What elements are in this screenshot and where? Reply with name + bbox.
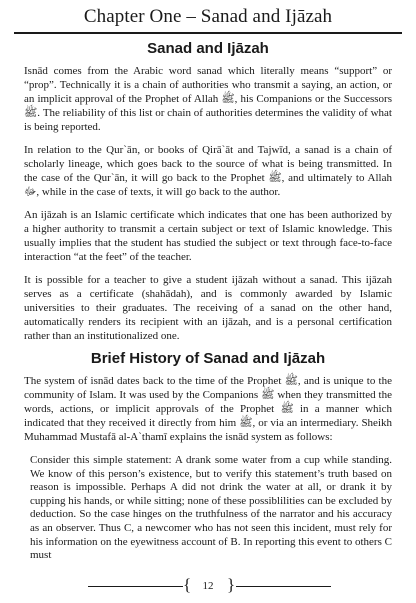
- footer-brace-right: }: [227, 575, 236, 594]
- paragraph-ijazah-definition: An ijāzah is an Islamic certificate which indicates that one has been authorized by a higher authority to transmit a certain subject or text of Islamic knowledge. This usually implies that the student has studied the subject or text through face-to-face interaction “at the feet” of the teacher.: [24, 209, 392, 263]
- chapter-header: Chapter One – Sanad and Ijāzah: [14, 2, 402, 34]
- section-heading-brief-history: Brief History of Sanad and Ijāzah: [90, 350, 326, 367]
- footer-brace-left: {: [183, 575, 192, 594]
- section-heading-sanad-ijazah: Sanad and Ijāzah: [147, 40, 269, 57]
- footer-rule-left: [88, 586, 183, 587]
- page-number-footer: [0, 575, 416, 595]
- block-quote: Consider this simple statement: A drank some water from a cup while standing. We know of this person’s existence, but to verify this statement’s truth based on reason is impossible. Perhaps A did not drink the water at all, or drank it by cupping his hands, or while sitting; none of these possiblilities can be excluded by deduction. So the case hinges on the truthfulness of the narrator and his accuracy as an observer. Thus C, a newcomer who has not seen this incident, must rely for his information on the eyewitness account of B. In reporting this event to others C must: [30, 454, 392, 562]
- page-number: 12: [202, 580, 214, 592]
- page-body: [24, 40, 392, 563]
- footer-rule-right: [236, 586, 331, 587]
- paragraph-quran-sanad: In relation to the Qur`ān, or books of Qirā`āt and Tajwīd, a sanad is a chain of scholarly lineage, which goes back to the source of what is being transmitted. In the case of the Qur`ān, it will go back to the Prophet ﷺ, and ultimately to Allah ﷻ, while in the case of texts, it will go back to the author.: [24, 144, 392, 198]
- paragraph-isnad-definition: Isnād comes from the Arabic word sanad which literally means “support” or “prop”. Technically it is a chain of authorities who transmit a saying, an action, or an implicit approval of the Prophet of Allah ﷺ, his Companions or the Successors ﷺ. The reliability of this list or chain of authorities determines the validity of what is being reported.: [24, 65, 392, 133]
- paragraph-ijazah-without-sanad: It is possible for a teacher to give a student ijāzah without a sanad. This ijāzah serves as a certificate (shahādah), and is commonly awarded by Islamic universities to their graduates. The receiving of a sanad on the other hand, automatically renders its recipient with an ijāzah, and is a personal certification rather than an institutionalized one.: [24, 274, 392, 342]
- paragraph-isnad-history: The system of isnād dates back to the time of the Prophet ﷺ, and is unique to the community of Islam. It was used by the Companions ﷺ when they transmitted the words, actions, or implicit approvals of the Prophet ﷺ in a manner which indicated that they received it directly from him ﷺ, or via an intermediary. Sheikh Muhammad Mustafā al-A`thamī explains the isnād system as follows:: [24, 375, 392, 443]
